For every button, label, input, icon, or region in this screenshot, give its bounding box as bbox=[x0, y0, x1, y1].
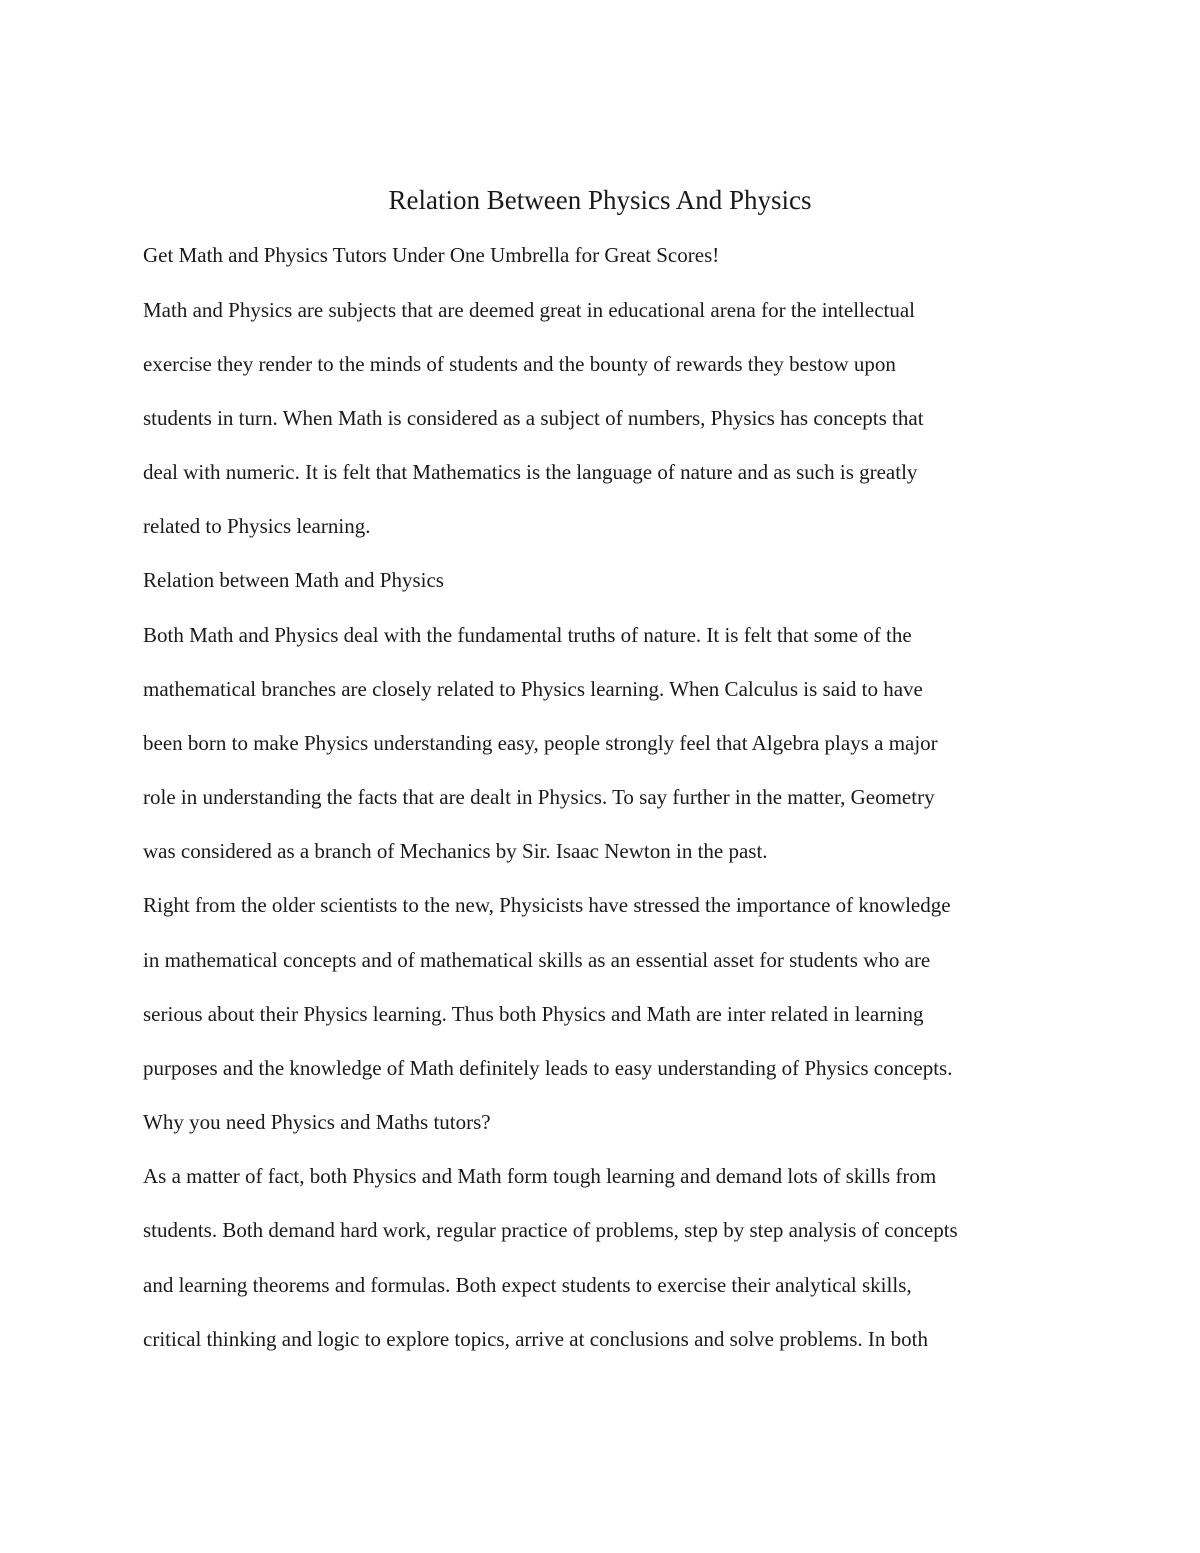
text-line: students. Both demand hard work, regular practice of problems, step by step analysis of concepts bbox=[143, 1218, 958, 1242]
text-line: mathematical branches are closely related to Physics learning. When Calculus is said to have bbox=[143, 677, 923, 701]
text-line: deal with numeric. It is felt that Mathematics is the language of nature and as such is greatly bbox=[143, 460, 918, 484]
section-heading: Relation between Math and Physics bbox=[143, 568, 444, 592]
text-line: role in understanding the facts that are dealt in Physics. To say further in the matter, Geometry bbox=[143, 785, 935, 809]
text-line: Both Math and Physics deal with the fundamental truths of nature. It is felt that some of the bbox=[143, 623, 912, 647]
text-line: As a matter of fact, both Physics and Math form tough learning and demand lots of skills from bbox=[143, 1164, 937, 1188]
text-line: and learning theorems and formulas. Both expect students to exercise their analytical skills, bbox=[143, 1273, 912, 1297]
text-line: in mathematical concepts and of mathematical skills as an essential asset for students who are bbox=[143, 948, 931, 972]
text-line: was considered as a branch of Mechanics by Sir. Isaac Newton in the past. bbox=[143, 839, 768, 863]
text-line: exercise they render to the minds of students and the bounty of rewards they bestow upon bbox=[143, 352, 896, 376]
text-line: students in turn. When Math is considered as a subject of numbers, Physics has concepts that bbox=[143, 406, 924, 430]
text-line: Right from the older scientists to the new, Physicists have stressed the importance of knowledge bbox=[143, 893, 951, 917]
document-title: Relation Between Physics And Physics bbox=[388, 185, 812, 215]
text-line: serious about their Physics learning. Thus both Physics and Math are inter related in learning bbox=[143, 1002, 924, 1026]
text-line: Get Math and Physics Tutors Under One Umbrella for Great Scores! bbox=[143, 243, 720, 267]
text-line: Math and Physics are subjects that are deemed great in educational arena for the intellectual bbox=[143, 298, 916, 322]
text-line: critical thinking and logic to explore topics, arrive at conclusions and solve problems. In both bbox=[143, 1327, 928, 1351]
section-heading: Why you need Physics and Maths tutors? bbox=[143, 1110, 491, 1134]
text-line: purposes and the knowledge of Math definitely leads to easy understanding of Physics concepts. bbox=[143, 1056, 953, 1080]
text-line: related to Physics learning. bbox=[143, 514, 371, 538]
text-line: been born to make Physics understanding easy, people strongly feel that Algebra plays a major bbox=[143, 731, 938, 755]
